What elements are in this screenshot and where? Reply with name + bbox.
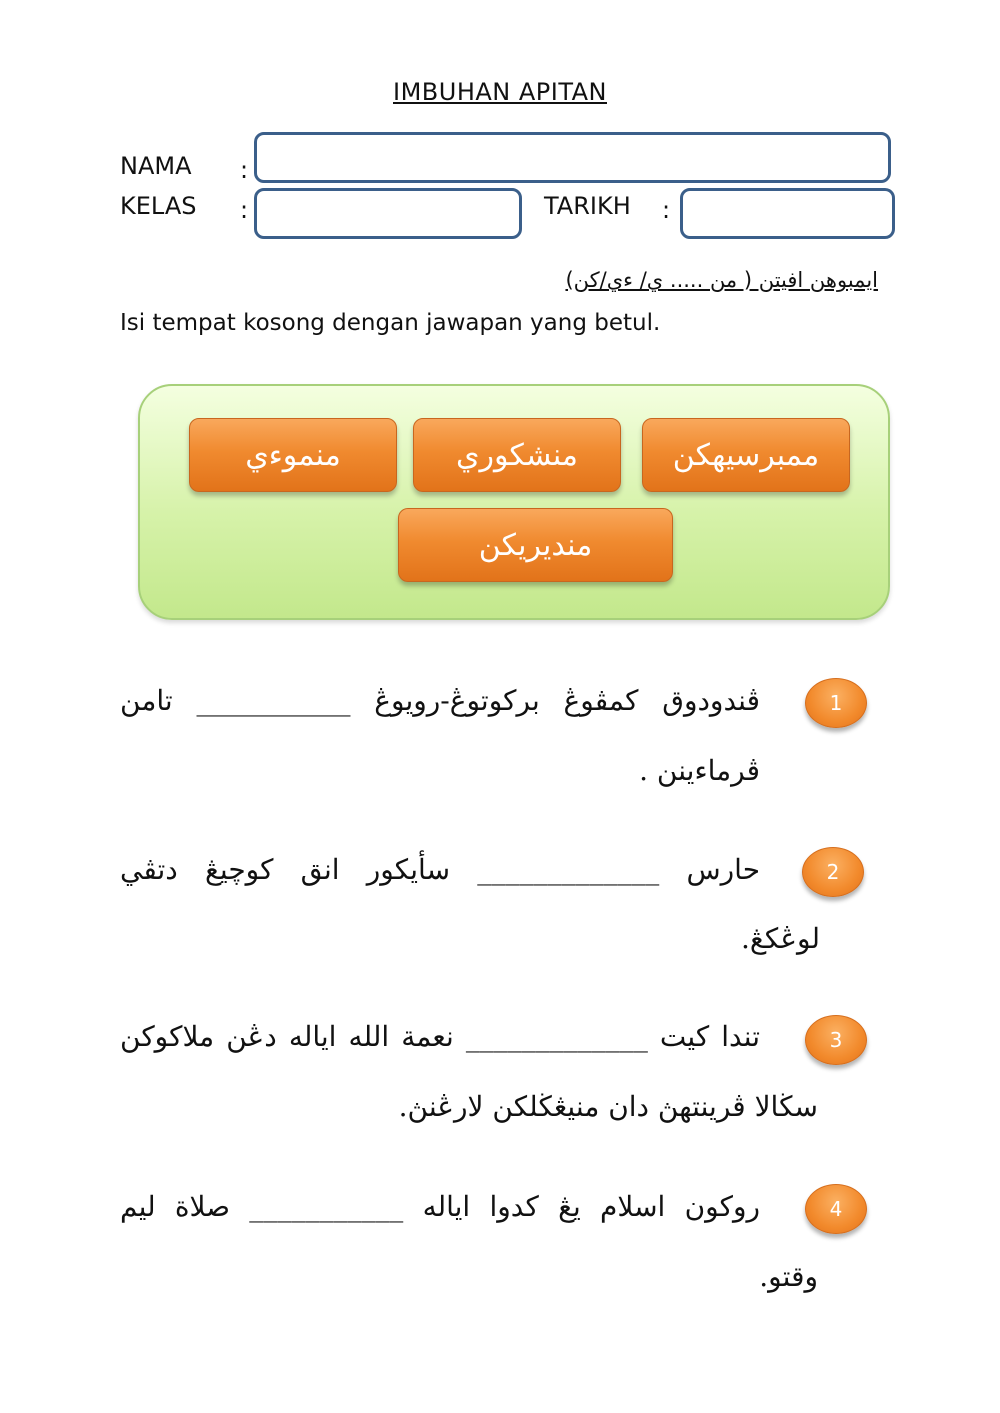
question-1-line-1: ڤندودوق كمڤوڠ بركوتوڠ-رويوڠ ___________ تامن xyxy=(120,684,760,717)
nama-colon: : xyxy=(240,156,249,184)
question-number-badge: 2 xyxy=(802,847,864,897)
tarikh-colon: : xyxy=(662,196,671,224)
instruction-text: Isi tempat kosong dengan jawapan yang betul. xyxy=(120,310,661,336)
question-3-line-1: تندا كيت _____________ نعمة الله اياله دڠن ملاكوكن xyxy=(120,1020,760,1053)
tarikh-label: TARIKH xyxy=(544,192,631,220)
kelas-colon: : xyxy=(240,196,249,224)
question-number-badge: 3 xyxy=(805,1015,867,1065)
question-4-line-2: وقتو. xyxy=(759,1260,818,1293)
word-chip-1[interactable]: ممبرسيهكن xyxy=(642,418,850,492)
jawi-subheading: ايمبوهن افيتن ( من ..... ي/ ءي/كن) xyxy=(565,268,878,292)
question-1-line-2: ڤرماءينن . xyxy=(639,754,760,787)
question-number-badge: 4 xyxy=(805,1184,867,1234)
nama-label: NAMA xyxy=(120,152,192,180)
word-chip-4[interactable]: منديريكن xyxy=(398,508,673,582)
tarikh-field[interactable] xyxy=(680,188,895,239)
question-4-line-1: روكون اسلام يڠ كدوا اياله ___________ صلاة ليم xyxy=(120,1190,760,1223)
word-chip-2[interactable]: منشكوري xyxy=(413,418,621,492)
question-2-line-2: لوڠكڠ. xyxy=(741,922,820,955)
kelas-field[interactable] xyxy=(254,188,522,239)
nama-field[interactable] xyxy=(254,132,891,183)
kelas-label: KELAS xyxy=(120,192,197,220)
question-3-line-2: سڬالا ڤرينتهڽ دان منيڠڬلكن لارڠنڽ. xyxy=(398,1090,818,1123)
question-2-line-1: حارس _____________ سأيكور انق كوچيڠ دتڤي xyxy=(120,853,760,886)
word-chip-3[interactable]: منموءي xyxy=(189,418,397,492)
page-title: IMBUHAN APITAN xyxy=(393,78,607,106)
question-number-badge: 1 xyxy=(805,678,867,728)
